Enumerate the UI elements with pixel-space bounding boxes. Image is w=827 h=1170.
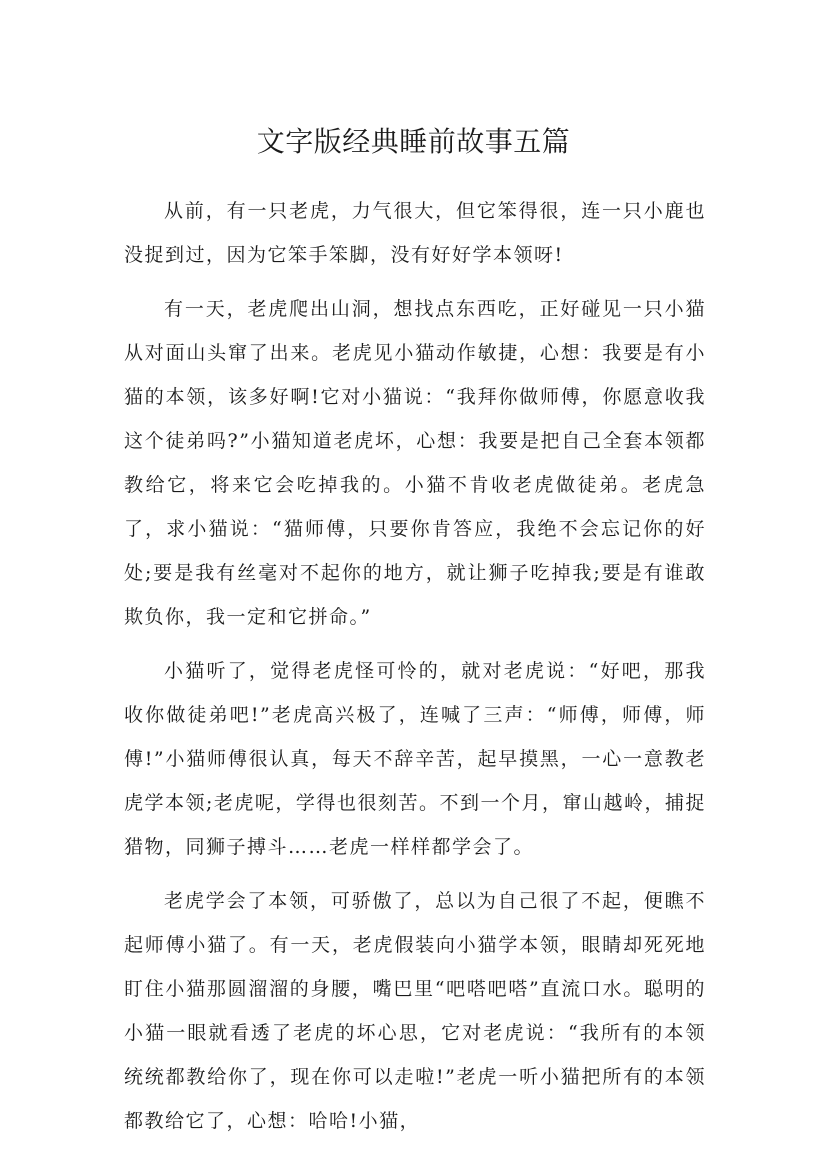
paragraph: 老虎学会了本领，可骄傲了，总以为自己很了不起，便瞧不起师傅小猫了。有一天，老虎假装向小猫学本领，眼睛却死死地盯住小猫那圆溜溜的身腰，嘴巴里“吧嗒吧嗒”直流口水。聪明的小猫一眼就看透了老虎的坏心思，它对老虎说：“我所有的本领统统都教给你了，现在你可以走啦!”老虎一听小猫把所有的本领都教给它了，心想：哈哈!小猫， (124, 890, 706, 1132)
paragraph: 有一天，老虎爬出山洞，想找点东西吃，正好碰见一只小猫从对面山头窜了出来。老虎见小猫动作敏捷，心想：我要是有小猫的本领，该多好啊!它对小猫说：“我拜你做师傅，你愿意收我这个徒弟吗?”小猫知道老虎坏，心想：我要是把自己全套本领都教给它，将来它会吃掉我的。小猫不肯收老虎做徒弟。老虎急了，求小猫说：“猫师傅，只要你肯答应，我绝不会忘记你的好处;要是我有丝毫对不起你的地方，就让狮子吃掉我;要是有谁敢欺负你，我一定和它拼命。” (124, 298, 706, 628)
document-title: 文字版经典睡前故事五篇 (256, 124, 571, 158)
document-body (124, 189, 706, 1153)
paragraph: 小猫听了，觉得老虎怪可怜的，就对老虎说：“好吧，那我收你做徒弟吧!”老虎高兴极了，连喊了三声：“师傅，师傅，师傅!”小猫师傅很认真，每天不辞辛苦，起早摸黑，一心一意教老虎学本领;老虎呢，学得也很刻苦。不到一个月，窜山越岭，捕捉猎物，同狮子搏斗……老虎一样样都学会了。 (124, 660, 706, 858)
paragraph: 从前，有一只老虎，力气很大，但它笨得很，连一只小鹿也没捉到过，因为它笨手笨脚，没有好好学本领呀! (124, 200, 706, 266)
